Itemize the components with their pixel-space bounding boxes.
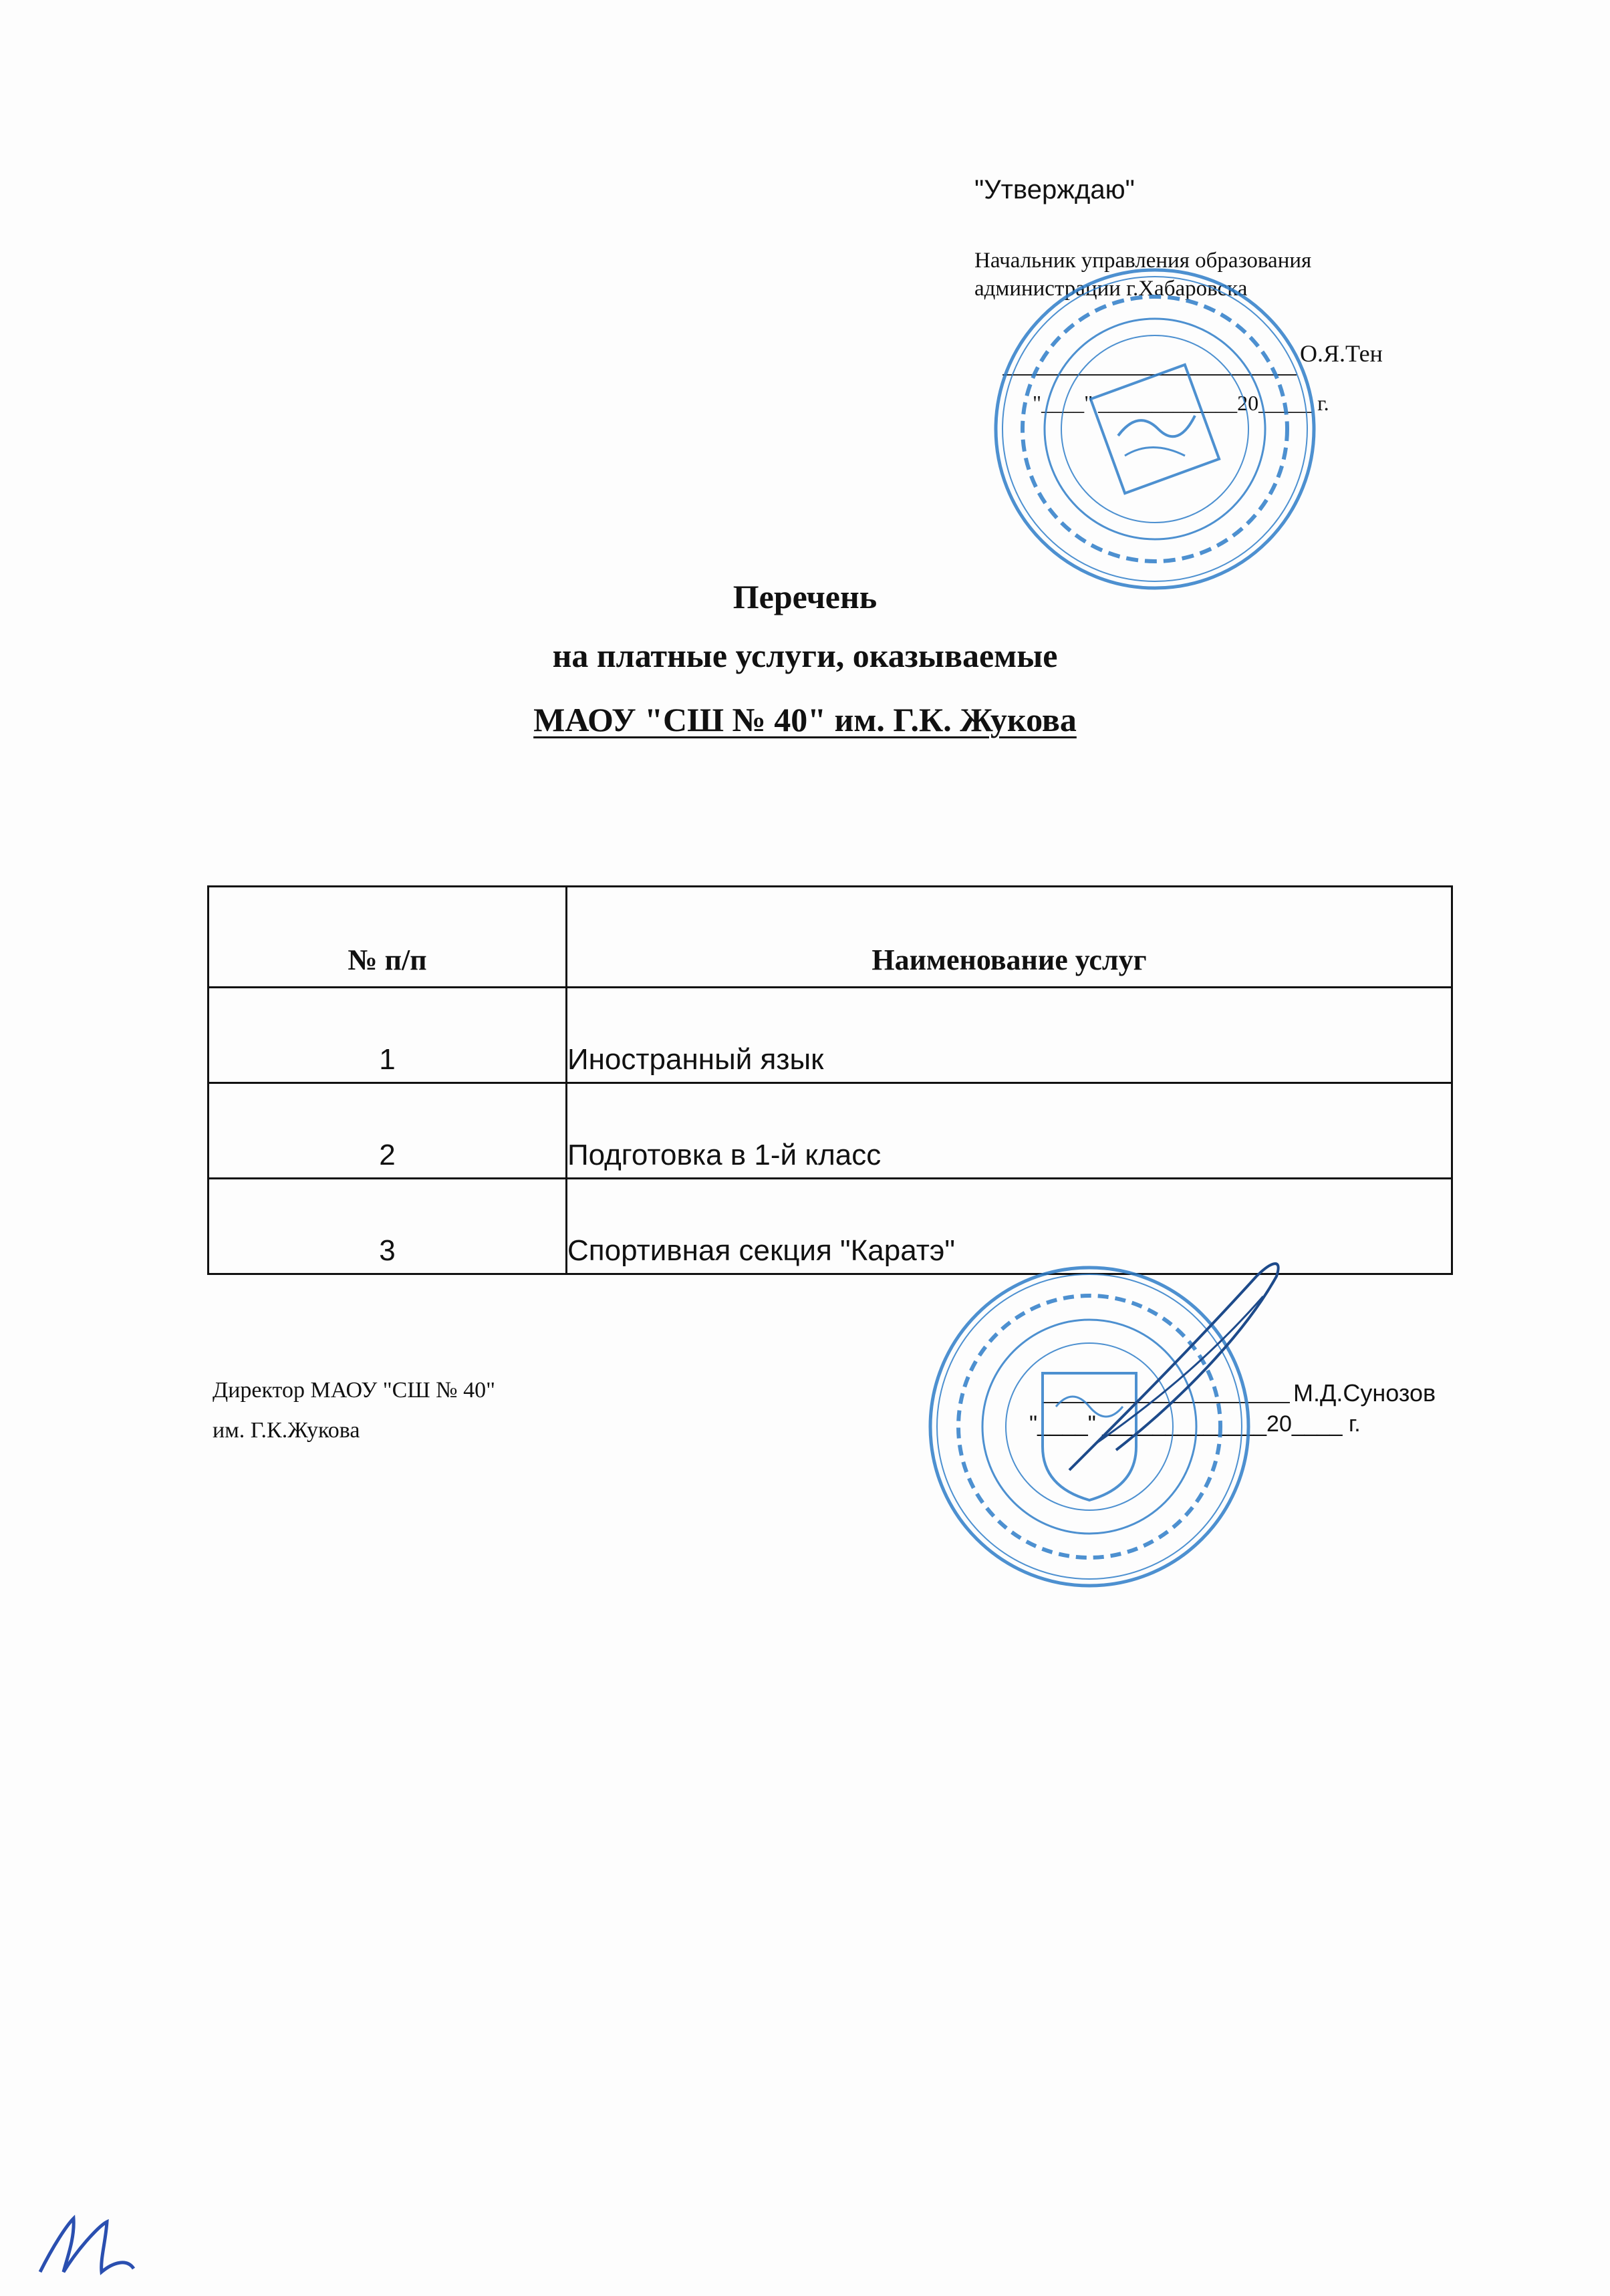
document-title-line3 xyxy=(0,703,1610,736)
header-service-name: Наименование услуг xyxy=(567,887,1452,988)
row-number: 3 xyxy=(209,1179,567,1274)
approval-signatory: О.Я.Тен xyxy=(1300,340,1383,367)
approval-position-line2: администрации г.Хабаровска xyxy=(974,277,1248,301)
row-service-name: Иностранный язык xyxy=(567,988,1452,1083)
header-number: № п/п xyxy=(209,887,567,988)
row-number: 2 xyxy=(209,1083,567,1179)
table-row xyxy=(209,1083,1452,1179)
director-date: "____" _____________20____ г. xyxy=(1029,1411,1361,1437)
row-service-name: Подготовка в 1-й класс xyxy=(567,1083,1452,1179)
approval-position-line1: Начальник управления образования xyxy=(974,249,1312,273)
corner-initials-mark xyxy=(27,2205,147,2285)
approval-heading: "Утверждаю" xyxy=(974,175,1135,204)
row-number: 1 xyxy=(209,988,567,1083)
row-service-name: Спортивная секция "Каратэ" xyxy=(567,1179,1452,1274)
approval-stamp xyxy=(988,262,1322,596)
document-title-line1: Перечень xyxy=(732,578,878,615)
director-line2: им. Г.К.Жукова xyxy=(213,1418,360,1443)
document-title-line3-text: МАОУ "СШ № 40" им. Г.К. Жукова xyxy=(533,701,1077,738)
director-line1: Директор МАОУ "СШ № 40" xyxy=(213,1378,495,1403)
document-title-line2: на платные услуги, оказываемые xyxy=(552,637,1058,674)
table-row xyxy=(209,988,1452,1083)
services-table xyxy=(207,885,1453,1275)
director-signatory: М.Д.Сунозов xyxy=(1293,1379,1436,1407)
director-signature xyxy=(1043,1250,1323,1490)
approval-date: "____" _____________20_____ г. xyxy=(1033,391,1329,415)
table-header-row xyxy=(209,887,1452,988)
